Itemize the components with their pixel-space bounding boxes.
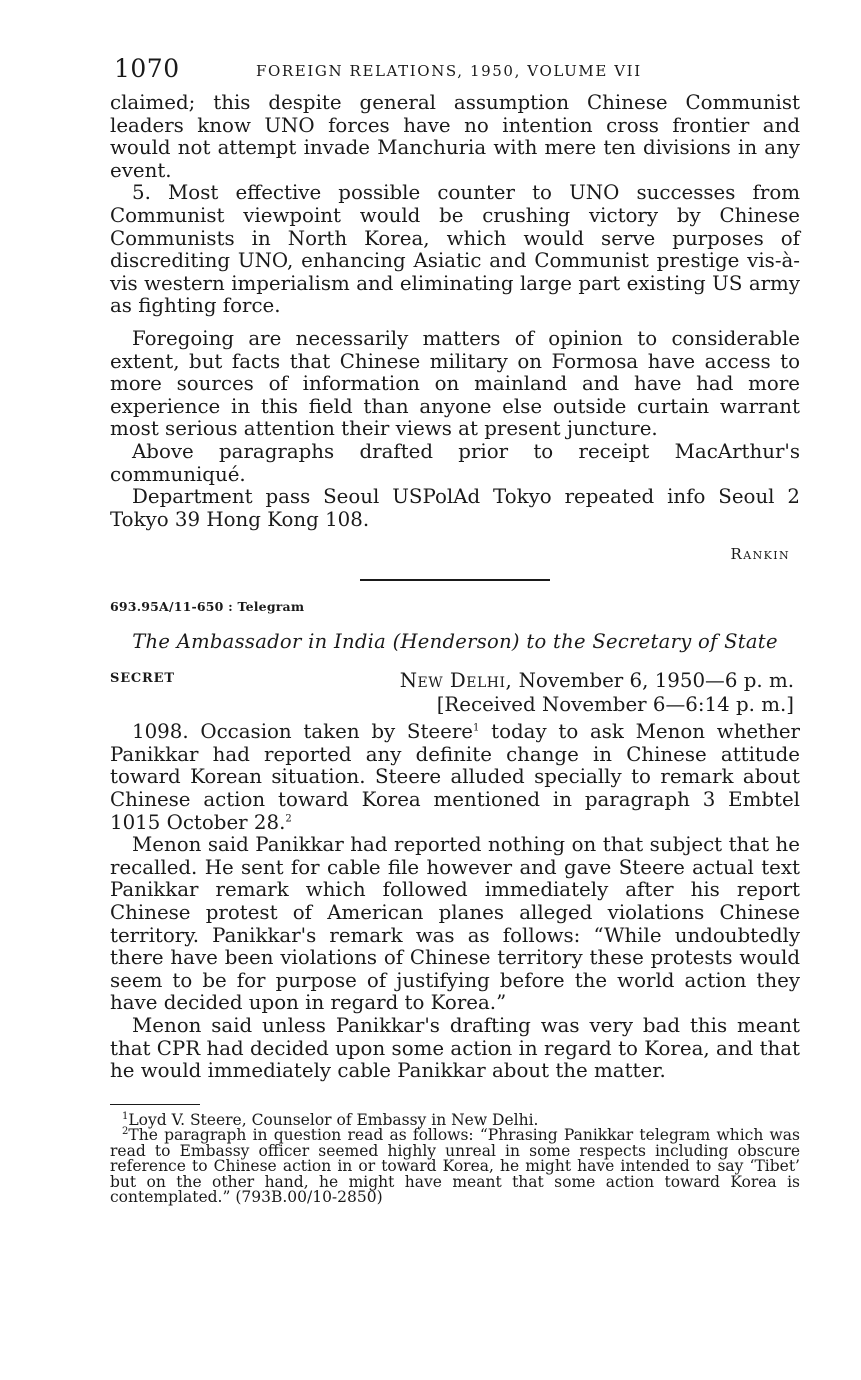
section-divider (360, 579, 550, 581)
telegram-body (110, 721, 800, 1083)
running-title: FOREIGN RELATIONS, 1950, VOLUME VII (256, 62, 642, 80)
received-line: [Received November 6—6:14 p. m.] (436, 693, 794, 717)
footnote-1-number: 1 (122, 1110, 129, 1122)
paragraph-department: Department pass Seoul USPolAd Tokyo repeated info Seoul 2 Tokyo 39 Hong Kong 108. (110, 485, 800, 531)
dateline (400, 669, 794, 717)
paragraph-1098-rest: today to ask Menon whether Panikkar had reported any definite change in Chinese attitude toward Korean situation. Steere alluded specially to remark about Chinese action toward Korea mentioned in paragraph 3 Embtel 1015 October 28. (110, 720, 800, 834)
footnote-2-text: The paragraph in question read as follows: “Phrasing Panikkar telegram which was read to Embassy officer seemed highly unreal in some respects including obscure reference to Chinese action in or toward Korea, he might have intended to say ‘Tibet’ but on the other hand, he might have meant that some action toward Korea is contemplated.” (793B.00/10-2850) (110, 1126, 800, 1207)
document-heading: The Ambassador in India (Henderson) to the Secretary of State (132, 630, 778, 654)
paragraph-foregoing: Foregoing are necessarily matters of opinion to considerable extent, but facts that Chinese military on Formosa have access to more sources of information on mainland and have had more experience in this field than anyone else outside curtain warrant most serious attention their views at present juncture. (110, 326, 800, 441)
paragraph-1098 (110, 721, 800, 834)
footnote-ref-2: 2 (285, 813, 292, 825)
page-number: 1070 (114, 54, 180, 83)
paragraph-menon-unless: Menon said unless Panikkar's drafting was very bad this meant that CPR had decided upon some action in regard to Korea, and that he would immediately cable Panikkar about the matter. (110, 1014, 800, 1083)
dateline-place: New Delhi, (399, 669, 513, 693)
footnotes (110, 1105, 800, 1206)
continued-telegram-body (110, 92, 800, 531)
classification-label: SECRET (110, 671, 175, 687)
running-head (110, 52, 800, 92)
continued-paragraph: claimed; this despite general assumption Chinese Communist leaders know UNO forces have no intention cross frontier and would not attempt invade Manchuria with mere ten divisions in any event. (110, 91, 800, 182)
paragraph-menon-said: Menon said Panikkar had reported nothing on that subject that he recalled. He sent for cable file however and gave Steere actual text Panikkar remark which followed immediately after his report Chinese protest of American planes alleged violations Chinese territory. Panikkar's remark was as follows: “While undoubtedly there have been violations of Chinese territory these protests would seem to be for purpose of justifying before the world action they have decided upon in regard to Korea.” (110, 833, 800, 1015)
paragraph-1098-start: 1098. Occasion taken by Steere (132, 720, 474, 744)
paragraph-above: Above paragraphs drafted prior to receipt MacArthur's communiqué. (110, 439, 800, 486)
footnote-1-text: Loyd V. Steere, Counselor of Embassy in New Delhi. (128, 1110, 539, 1129)
footnote-2 (110, 1128, 800, 1206)
dateline-date: November 6, 1950—6 p. m. (512, 669, 794, 693)
footnote-rule (110, 1104, 200, 1106)
signature-rankin: Rankin (730, 545, 790, 564)
dateline-row (110, 669, 800, 721)
document-page (110, 52, 800, 1206)
footnote-2-number: 2 (122, 1126, 129, 1138)
document-file-id: 693.95A/11-650 : Telegram (110, 599, 305, 615)
paragraph-5: 5. Most effective possible counter to UNO successes from Communist viewpoint would be crushing victory by Chinese Communists in North Korea, which would serve purposes of discrediting UNO, enhancing Asiatic and Communist prestige vis-à-vis western imperialism and eliminating large part existing US army as fighting force. (110, 181, 800, 318)
footnote-ref-1: 1 (473, 722, 480, 734)
